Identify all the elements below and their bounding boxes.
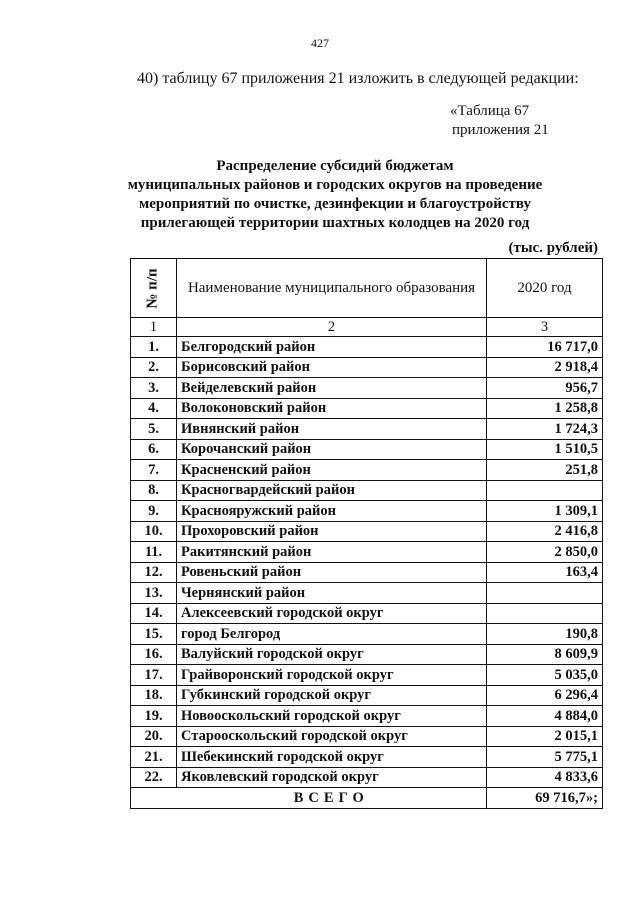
row-municipality: Белгородский район [177,337,487,358]
intro-text: 40) таблицу 67 приложения 21 изложить в следующей редакции: [137,70,579,87]
table-row [131,603,603,624]
row-number: 21. [131,747,177,768]
row-value: 251,8 [487,460,603,481]
row-number: 14. [131,603,177,624]
row-municipality: Прохоровский район [177,521,487,542]
table-row [131,583,603,604]
row-municipality: Шебекинский городской округ [177,747,487,768]
total-row [131,788,603,809]
subsidy-table [130,258,603,809]
row-value: 163,4 [487,562,603,583]
row-number: 12. [131,562,177,583]
table-row [131,439,603,460]
table-row [131,357,603,378]
row-municipality: город Белгород [177,624,487,645]
row-municipality: Ракитянский район [177,542,487,563]
row-number: 7. [131,460,177,481]
row-municipality: Алексеевский городской округ [177,603,487,624]
row-value: 1 258,8 [487,398,603,419]
row-number: 13. [131,583,177,604]
table-reference [450,102,549,140]
row-value: 5 775,1 [487,747,603,768]
row-municipality: Яковлевский городской округ [177,767,487,788]
total-value: 69 716,7»; [487,788,603,809]
row-municipality: Корочанский район [177,439,487,460]
row-number: 11. [131,542,177,563]
table-ref-line2: приложения 21 [452,122,549,138]
row-municipality: Валуйский городской округ [177,644,487,665]
table-row [131,542,603,563]
title-line: муниципальных районов и городских округов на проведение [127,177,543,193]
row-municipality: Новооскольский городской округ [177,706,487,727]
table-row [131,501,603,522]
row-number: 8. [131,480,177,501]
row-municipality: Борисовский район [177,357,487,378]
row-value: 1 724,3 [487,419,603,440]
row-value: 5 035,0 [487,665,603,686]
row-municipality: Грайворонский городской округ [177,665,487,686]
row-number: 15. [131,624,177,645]
header-year: 2020 год [487,259,603,318]
table-row [131,747,603,768]
column-numbers-row [131,318,603,337]
table-row [131,726,603,747]
title-line: мероприятий по очистке, дезинфекции и благоустройству [139,196,531,212]
total-label: ВСЕГО [177,788,487,809]
table-row [131,419,603,440]
row-municipality: Ровеньский район [177,562,487,583]
page-number: 427 [311,36,329,50]
row-number: 6. [131,439,177,460]
row-value [487,603,603,624]
row-number: 3. [131,378,177,399]
table-header-row [131,259,603,318]
table-row [131,337,603,358]
row-number: 2. [131,357,177,378]
row-value: 6 296,4 [487,685,603,706]
table-row [131,398,603,419]
table-ref-line1: «Таблица 67 [450,103,530,119]
row-number: 18. [131,685,177,706]
row-number: 17. [131,665,177,686]
row-municipality: Волоконовский район [177,398,487,419]
row-value: 956,7 [487,378,603,399]
total-spacer [131,788,177,809]
row-number: 4. [131,398,177,419]
row-municipality: Красногвардейский район [177,480,487,501]
row-value: 16 717,0 [487,337,603,358]
table-row [131,706,603,727]
row-value [487,583,603,604]
row-value: 1 309,1 [487,501,603,522]
row-value: 4 833,6 [487,767,603,788]
row-number: 22. [131,767,177,788]
table-row [131,480,603,501]
row-value: 4 884,0 [487,706,603,727]
row-municipality: Губкинский городской округ [177,685,487,706]
title-line: прилегающей территории шахтных колодцев на 2020 год [140,215,530,231]
title-line: Распределение субсидий бюджетам [216,158,454,174]
column-number: 2 [177,318,487,337]
row-municipality: Чернянский район [177,583,487,604]
header-name: Наименование муниципального образования [177,259,487,318]
header-num: № п/п [131,259,177,318]
row-number: 16. [131,644,177,665]
table-row [131,644,603,665]
row-value: 2 416,8 [487,521,603,542]
table-row [131,562,603,583]
row-number: 5. [131,419,177,440]
row-number: 20. [131,726,177,747]
row-municipality: Красненский район [177,460,487,481]
row-municipality: Вейделевский район [177,378,487,399]
row-municipality: Ивнянский район [177,419,487,440]
table-row [131,378,603,399]
units-label: (тыс. рублей) [508,240,598,256]
row-municipality: Краснояружский район [177,501,487,522]
document-title [100,157,570,233]
row-value: 2 850,0 [487,542,603,563]
table-row [131,685,603,706]
row-value: 2 015,1 [487,726,603,747]
row-value [487,480,603,501]
row-municipality: Старооскольский городской округ [177,726,487,747]
table-row [131,460,603,481]
table-row [131,665,603,686]
row-number: 9. [131,501,177,522]
row-value: 190,8 [487,624,603,645]
row-value: 2 918,4 [487,357,603,378]
row-number: 1. [131,337,177,358]
row-value: 1 510,5 [487,439,603,460]
column-number: 1 [131,318,177,337]
table-row [131,521,603,542]
row-number: 10. [131,521,177,542]
table-row [131,767,603,788]
table-row [131,624,603,645]
row-number: 19. [131,706,177,727]
column-number: 3 [487,318,603,337]
row-value: 8 609,9 [487,644,603,665]
